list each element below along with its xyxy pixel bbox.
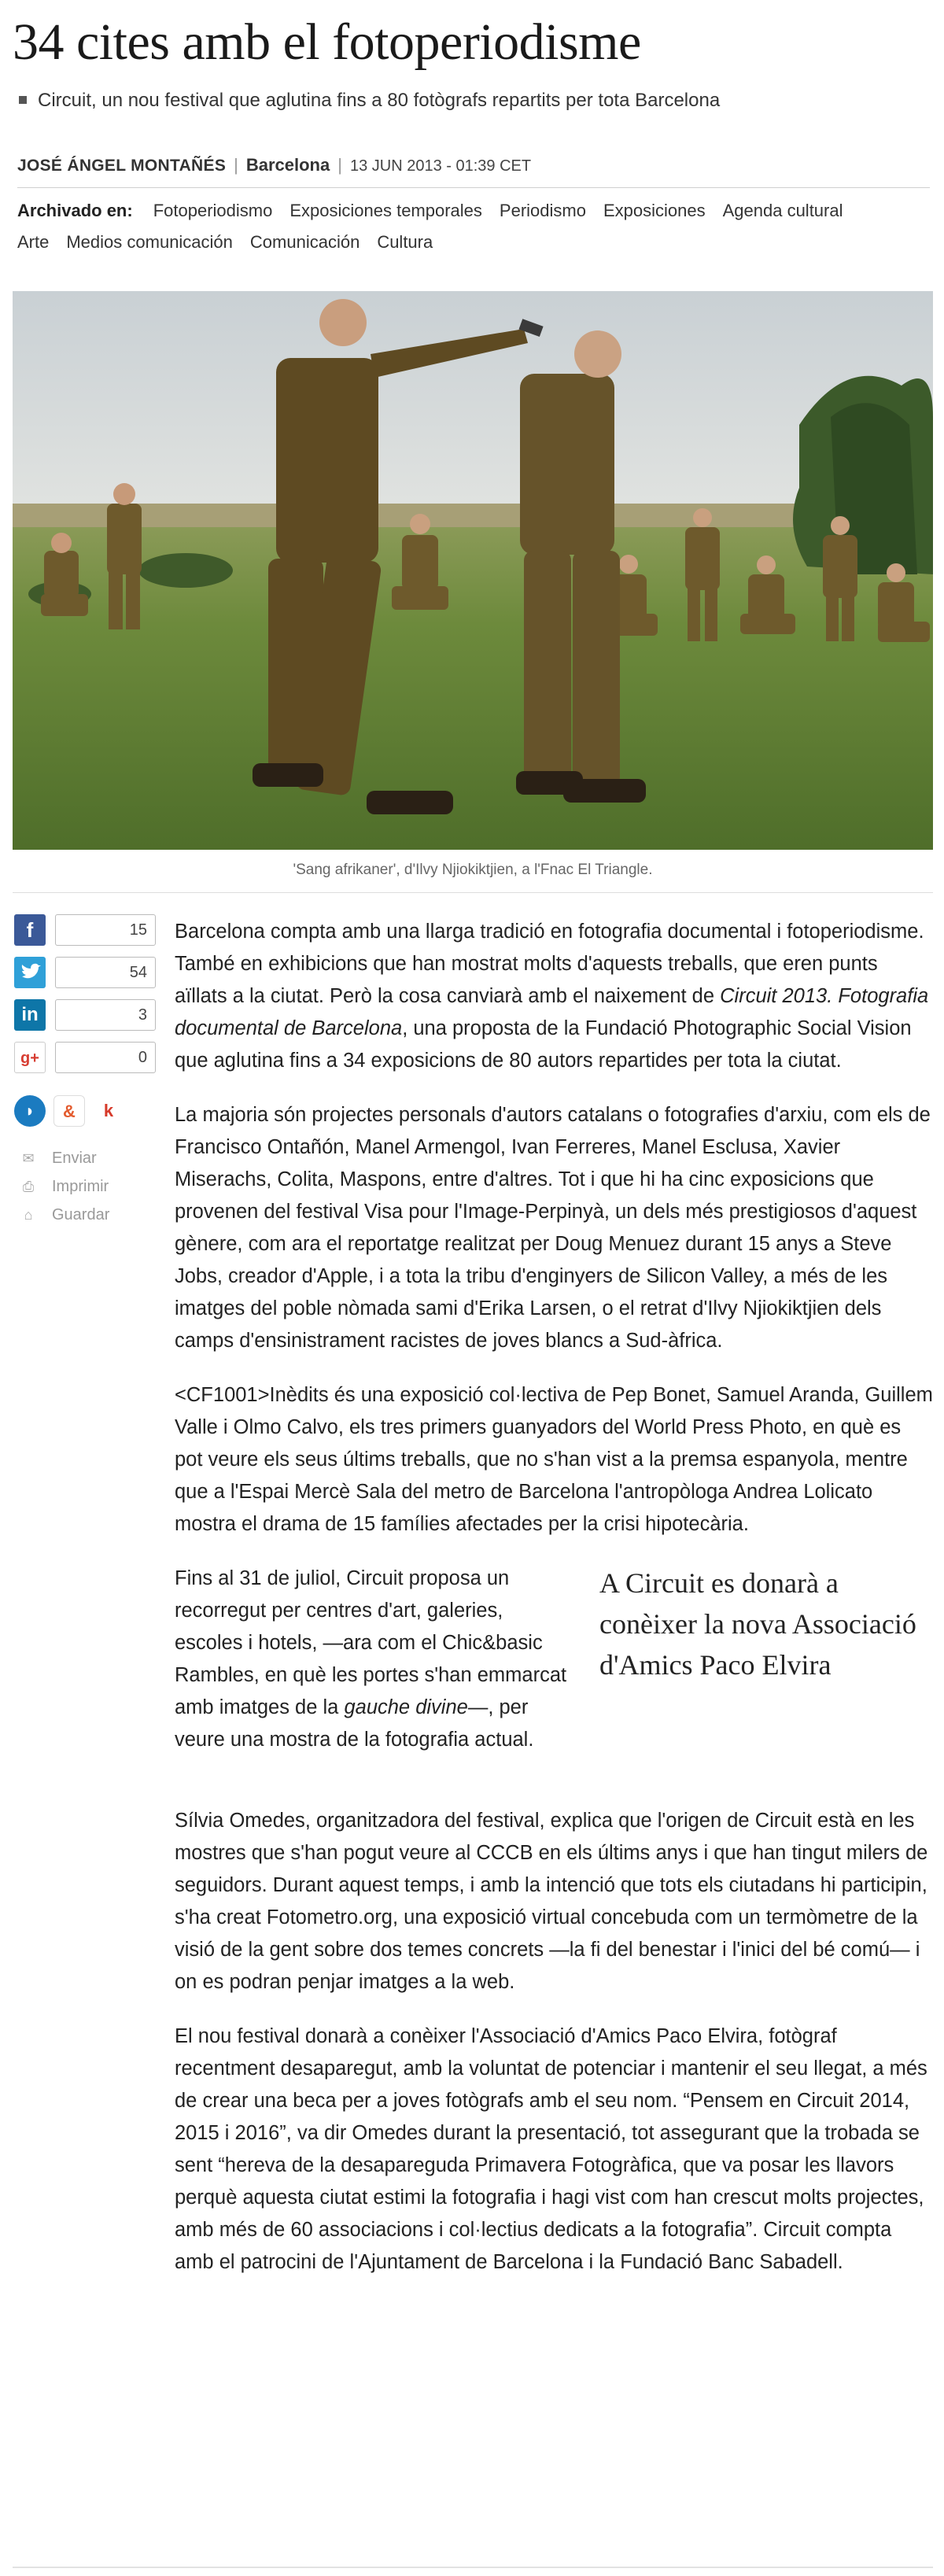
divider bbox=[13, 2567, 933, 2568]
paragraph-4 bbox=[175, 1563, 568, 1756]
tuenti-icon[interactable]: ◗ bbox=[14, 1095, 46, 1127]
byline-date: 13 JUN 2013 - 01:39 CET bbox=[349, 157, 532, 175]
printer-icon: ⎙ bbox=[22, 1179, 35, 1194]
facebook-count: 15 bbox=[55, 914, 156, 946]
enviar-button[interactable] bbox=[14, 1144, 164, 1172]
tag-link-agenda-cultural[interactable]: Agenda cultural bbox=[722, 201, 843, 220]
tag-link-exposiciones-temporales[interactable]: Exposiciones temporales bbox=[289, 201, 482, 220]
paragraph-1-emphasis: Circuit 2013. Fotografia documental de Barcelona bbox=[175, 985, 929, 1039]
tag-link-comunicacion[interactable]: Comunicación bbox=[249, 232, 360, 252]
social-mini-icons bbox=[14, 1087, 164, 1144]
tag-link-periodismo[interactable]: Periodismo bbox=[499, 201, 586, 220]
subheadline-text: Circuit, un nou festival que aglutina fins a 80 fotògrafs repartits per tota Barcelona bbox=[38, 90, 721, 111]
divider bbox=[17, 187, 930, 188]
linkedin-icon[interactable]: in bbox=[14, 999, 46, 1031]
paragraph-1-text: Barcelona compta amb una llarga tradició en fotografia documental i fotoperiodisme. També en exhibicions que han mostrat molts d'aquests treballs, que eren punts aïllats a la ciutat. Però la cosa canviarà amb el naixement de bbox=[175, 921, 924, 1007]
karmacracy-icon[interactable]: k bbox=[93, 1095, 124, 1127]
tags-bar bbox=[17, 195, 930, 258]
pullquote-section bbox=[175, 1563, 933, 1783]
paragraph-6: El nou festival donarà a conèixer l'Associació d'Amics Paco Elvira, fotògraf recentment desaparegut, amb la voluntat de potenciar i mantenir el seu llegat, a més de crear una beca per a joves fotògrafs amb el seu nom. “Pensem en Circuit 2014, 2015 i 2016”, va dir Omedes durant la presentació, tot assegurant que la trobada se sent “hereva de la desapareguda Primavera Fotogràfica, que va posar les llavors perquè aquesta ciutat estimi la fotografia i hagi vist com han crescut molts projectes, amb més de 60 associacions i col·lectius dedicats a la fotografia”. Circuit compta amb el patrocini de l'Ajuntament de Barcelona i la Fundació Banc Sabadell. bbox=[175, 2025, 927, 2273]
save-icon: ⌂ bbox=[24, 1207, 33, 1223]
tag-link-fotoperiodismo[interactable]: Fotoperiodismo bbox=[153, 201, 273, 220]
tag-link-exposiciones[interactable]: Exposiciones bbox=[603, 201, 706, 220]
googleplus-count: 0 bbox=[55, 1042, 156, 1073]
paragraph-1-text-end: , una proposta de la Fundació Photographic Social Vision que aglutina fins a 34 exposicions de 80 autors repartides per tota la ciutat. bbox=[175, 1017, 912, 1072]
article-photo bbox=[13, 291, 933, 850]
paragraph-3: <CF1001>Inèdits és una exposició col·lectiva de Pep Bonet, Samuel Aranda, Guillem Valle i Olmo Calvo, els tres primers guanyadors del World Press Photo, en què es pot veure els seus últims treballs, que no s'han vist a la premsa espanyola, mentre que a l'Espai Mercè Sala del metro de Barcelona l'antropòloga Andrea Lolicato mostra el drama de 15 famílies afectades per la crisi hipotecària. bbox=[175, 1384, 933, 1535]
article-headline: 34 cites amb el fotoperiodisme bbox=[13, 13, 641, 71]
share-twitter[interactable] bbox=[14, 955, 164, 998]
enviar-label: Enviar bbox=[52, 1150, 97, 1167]
paragraph-4-emphasis: gauche divine bbox=[344, 1696, 468, 1718]
byline-divider: | bbox=[234, 155, 238, 175]
article-subheadline bbox=[38, 88, 927, 113]
subhead-bullet-icon bbox=[19, 96, 27, 104]
author-link[interactable]: JOSÉ ÁNGEL MONTAÑÉS bbox=[17, 157, 227, 175]
tags-label: Archivado en: bbox=[17, 201, 133, 220]
byline-divider: | bbox=[337, 155, 342, 175]
paragraph-5: Sílvia Omedes, organitzadora del festival, explica que l'origen de Circuit està en les mostres que s'han pogut veure al CCCB en els últims anys i que han tingut milers de seguidors. Durant aquest temps, i amb la intenció que tots els ciutadans hi participin, s'ha creat Fotometro.org, una exposició virtual concebuda com un termòmetre de la visió de la gent sobre dos temes concrets —la fi del benestar i l'inici del bé comú— i on es podran penjar imatges a la web. bbox=[175, 1810, 928, 1993]
soldiers-photo-illustration bbox=[13, 291, 933, 850]
pullquote: A Circuit es donarà a conèixer la nova Associació d'Amics Paco Elvira bbox=[599, 1567, 916, 1681]
twitter-bird-icon bbox=[14, 957, 46, 988]
article-body bbox=[175, 916, 933, 2301]
tag-link-medios-comunicacion[interactable]: Medios comunicación bbox=[66, 232, 233, 252]
twitter-count: 54 bbox=[55, 957, 156, 988]
meneame-icon[interactable]: & bbox=[53, 1095, 85, 1127]
share-facebook[interactable] bbox=[14, 913, 164, 955]
guardar-label: Guardar bbox=[52, 1206, 110, 1223]
share-linkedin[interactable] bbox=[14, 998, 164, 1040]
photo-caption: 'Sang afrikaner', d'Ilvy Njiokiktjien, a l'Fnac El Triangle. bbox=[293, 862, 653, 878]
imprimir-label: Imprimir bbox=[52, 1178, 109, 1195]
imprimir-button[interactable] bbox=[14, 1172, 164, 1201]
paragraph-2: La majoria són projectes personals d'autors catalans o fotografies d'arxiu, com els de Francisco Ontañón, Manel Armengol, Ivan Ferreres, Manel Esclusa, Xavier Miserachs, Colita, Maspons, entre d'altres. Tot i que hi ha cinc exposicions que provenen del festival Visa pour l'Image-Perpinyà, un dels més prestigiosos d'aquest gènere, com ara el reportatge realitzat per Doug Menuez durant 15 anys a Steve Jobs, creador d'Apple, i a tota la tribu d'enginyers de Silicon Valley, a més de les imatges del poble nòmada sami d'Erika Larsen, o el retrat d'Ilvy Njiokiktjien dels camps d'ensinistrament racistes de joves blancs a Sud-àfrica. bbox=[175, 1104, 931, 1352]
envelope-icon: ✉ bbox=[22, 1150, 35, 1166]
share-googleplus[interactable] bbox=[14, 1040, 164, 1083]
twitter-icon[interactable] bbox=[14, 957, 46, 988]
linkedin-count: 3 bbox=[55, 999, 156, 1031]
byline bbox=[17, 149, 930, 181]
guardar-button[interactable] bbox=[14, 1201, 164, 1229]
divider bbox=[13, 892, 933, 893]
facebook-icon[interactable]: f bbox=[14, 914, 46, 946]
tag-link-cultura[interactable]: Cultura bbox=[377, 232, 433, 252]
googleplus-icon[interactable]: g+ bbox=[14, 1042, 46, 1073]
tag-link-arte[interactable]: Arte bbox=[17, 232, 50, 252]
share-sidebar bbox=[14, 913, 164, 1229]
paragraph-4-text-end: —, per veure una mostra de la fotografia actual. bbox=[175, 1696, 534, 1751]
byline-city: Barcelona bbox=[245, 155, 330, 175]
paragraph-4-text: Fins al 31 de juliol, Circuit proposa un recorregut per centres d'art, galeries, escoles i hotels, —ara com el Chic&basic Rambles, en què les portes s'han emmarcat amb imatges de la bbox=[175, 1567, 567, 1718]
paragraph-1 bbox=[175, 916, 933, 1077]
